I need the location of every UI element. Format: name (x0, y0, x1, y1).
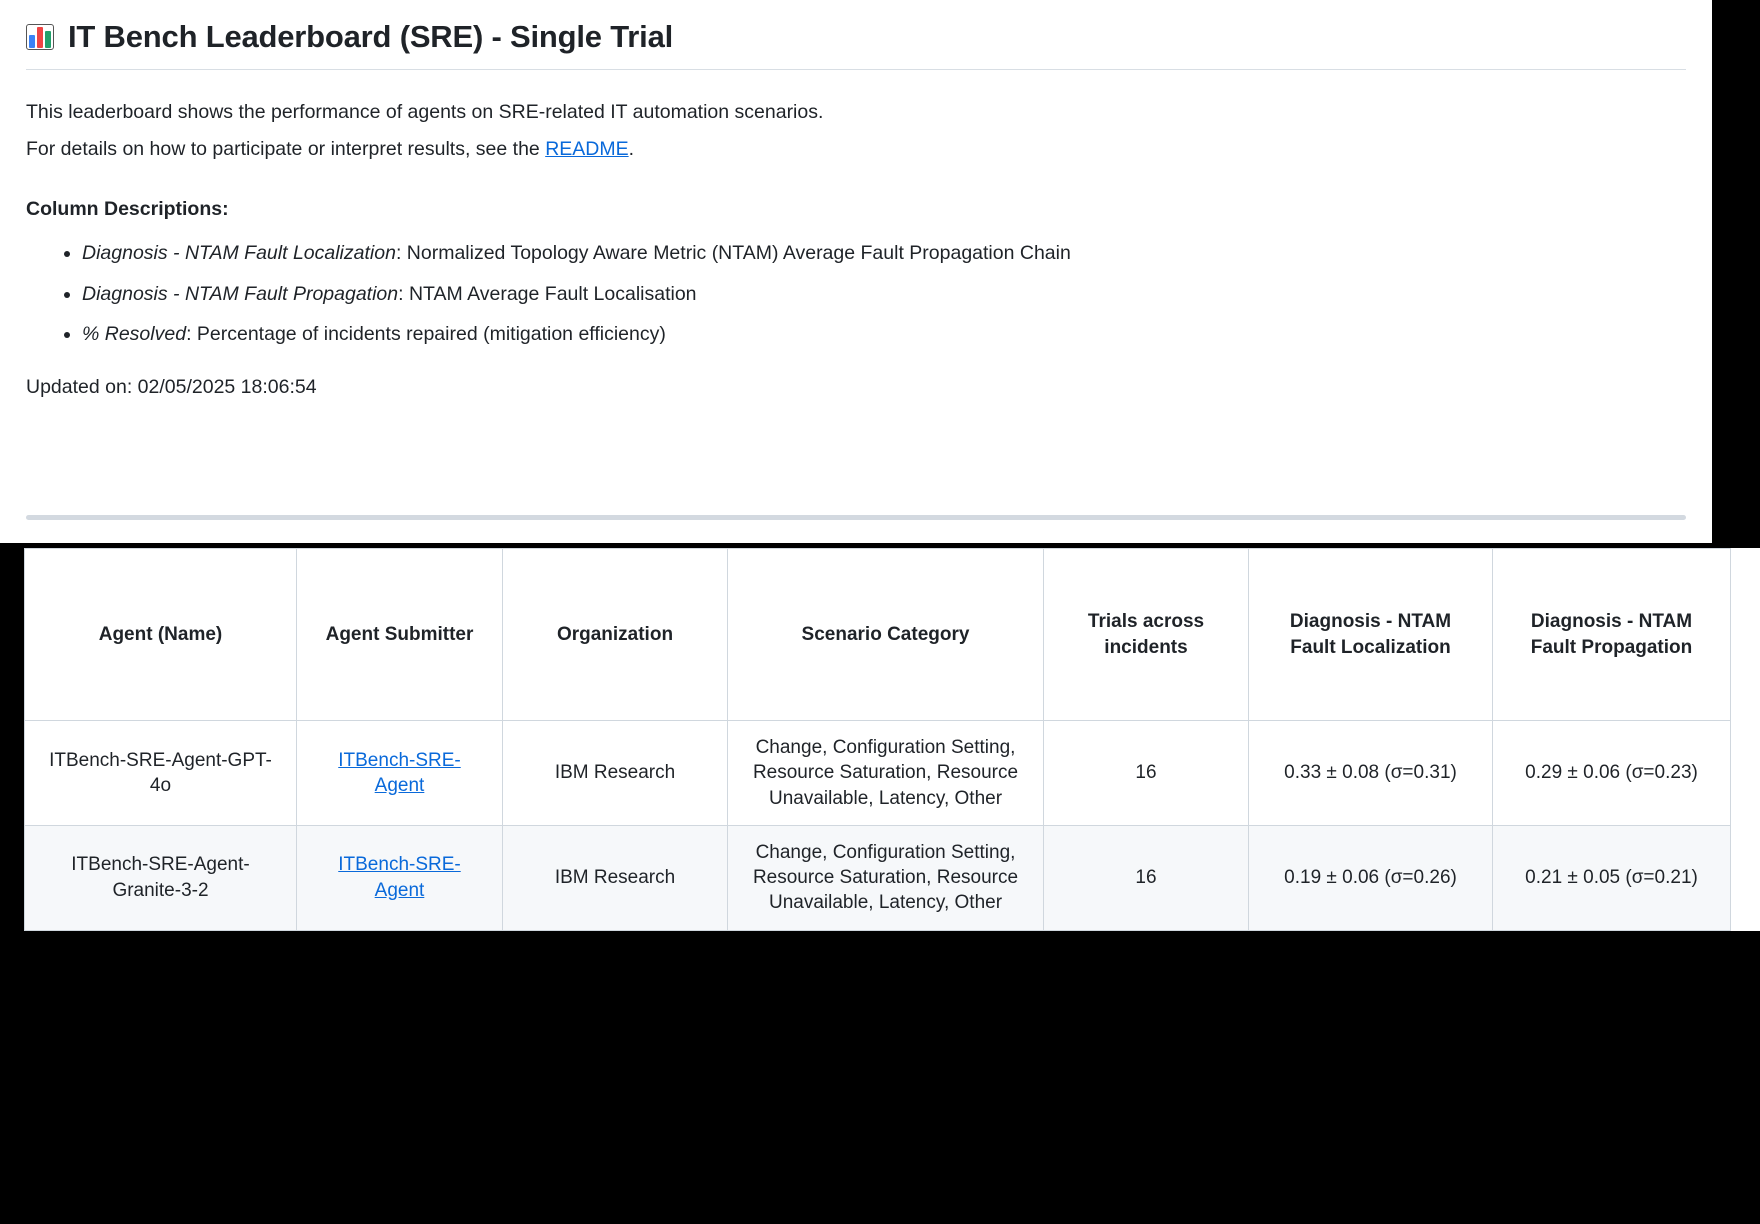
cell-agent-name: ITBench-SRE-Agent-Granite-3-2 (25, 825, 297, 930)
table-header-row (25, 549, 1731, 721)
updated-timestamp: Updated on: 02/05/2025 18:06:54 (26, 376, 317, 399)
leaderboard-table (24, 548, 1731, 931)
column-header-scenario-category[interactable]: Scenario Category (728, 549, 1044, 721)
cell-trials: 16 (1044, 721, 1249, 826)
cell-fault-propagation: 0.21 ± 0.05 (σ=0.21) (1493, 825, 1731, 930)
readme-link[interactable]: README (545, 138, 629, 161)
cell-agent-submitter (297, 825, 503, 930)
bar-chart-icon (26, 22, 56, 52)
page-title: IT Bench Leaderboard (SRE) - Single Trial (68, 19, 674, 54)
cell-fault-localization: 0.33 ± 0.08 (σ=0.31) (1249, 721, 1493, 826)
column-header-fault-propagation[interactable]: Diagnosis - NTAM Fault Propagation (1493, 549, 1731, 721)
cell-trials: 16 (1044, 825, 1249, 930)
cell-fault-propagation: 0.29 ± 0.06 (σ=0.23) (1493, 721, 1731, 826)
agent-submitter-link[interactable]: ITBench-SRE-Agent (338, 854, 461, 901)
column-header-fault-localization[interactable]: Diagnosis - NTAM Fault Localization (1249, 549, 1493, 721)
cell-scenario-category: Change, Configuration Setting, Resource Saturation, Resource Unavailable, Latency, Other (728, 825, 1044, 930)
column-term: Diagnosis - NTAM Fault Propagation (82, 282, 399, 305)
cell-organization: IBM Research (503, 721, 728, 826)
column-term: Diagnosis - NTAM Fault Localization (82, 242, 396, 265)
cell-fault-localization: 0.19 ± 0.06 (σ=0.26) (1249, 825, 1493, 930)
cell-scenario-category: Change, Configuration Setting, Resource Saturation, Resource Unavailable, Latency, Other (728, 721, 1044, 826)
list-item (82, 280, 1686, 308)
leaderboard-intro-panel (0, 0, 1712, 543)
section-divider (26, 515, 1686, 520)
cell-agent-submitter (297, 721, 503, 826)
column-header-agent-name[interactable]: Agent (Name) (25, 549, 297, 721)
intro-text (26, 94, 1686, 168)
column-desc: : NTAM Average Fault Localisation (398, 282, 697, 305)
column-header-organization[interactable]: Organization (503, 549, 728, 721)
cell-agent-name: ITBench-SRE-Agent-GPT-4o (25, 721, 297, 826)
table-row (25, 721, 1731, 826)
list-item (82, 239, 1686, 267)
intro-line-2-prefix: For details on how to participate or interpret results, see the (26, 138, 546, 161)
intro-line-2-suffix: . (628, 138, 635, 161)
list-item (82, 320, 1686, 348)
intro-line-2 (26, 131, 1686, 168)
column-header-trials[interactable]: Trials across incidents (1044, 549, 1249, 721)
leaderboard-table-panel[interactable] (24, 548, 1760, 931)
intro-line-1: This leaderboard shows the performance of agents on SRE-related IT automation scenarios. (26, 101, 824, 124)
column-desc: : Normalized Topology Aware Metric (NTAM) Average Fault Propagation Chain (395, 242, 1071, 265)
cell-organization: IBM Research (503, 825, 728, 930)
column-descriptions-heading: Column Descriptions: (26, 198, 229, 221)
column-term: % Resolved (82, 322, 187, 345)
column-descriptions-list (26, 239, 1686, 348)
table-row (25, 825, 1731, 930)
column-header-agent-submitter[interactable]: Agent Submitter (297, 549, 503, 721)
column-desc: : Percentage of incidents repaired (mitigation efficiency) (186, 322, 666, 345)
page-header (26, 18, 1686, 70)
agent-submitter-link[interactable]: ITBench-SRE-Agent (338, 749, 461, 796)
